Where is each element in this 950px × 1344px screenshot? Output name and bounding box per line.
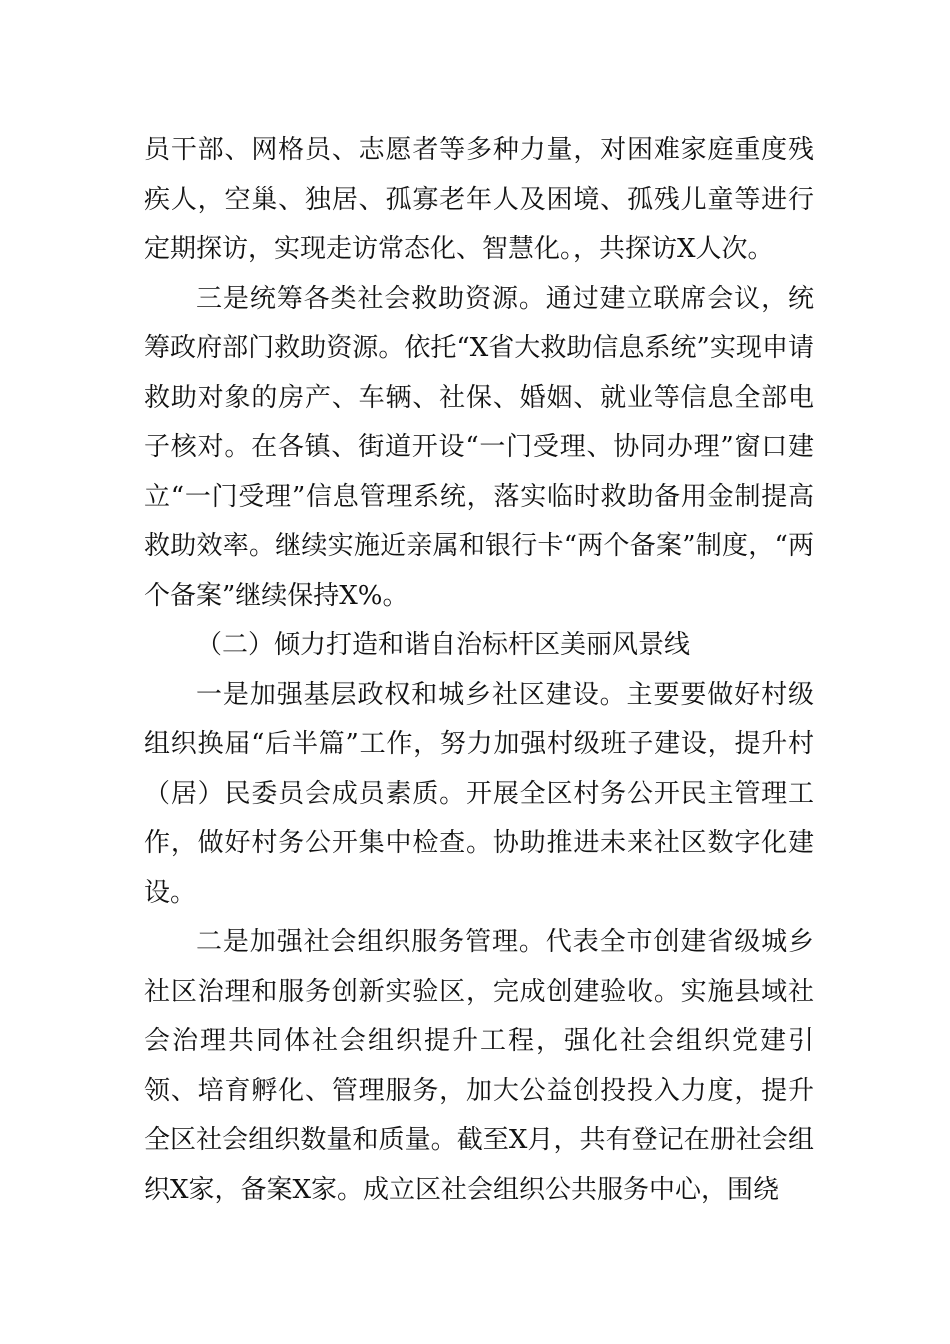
document-body xyxy=(144,126,814,1215)
section-heading: （二）倾力打造和谐自治标杆区美丽风景线 xyxy=(196,630,691,660)
paragraph-grassroots-governance: 一是加强基层政权和城乡社区建设。主要要做好村级组织换届“后半篇”工作，努力加强村级班子建设，提升村（居）民委员会成员素质。开展全区村务公开民主管理工作，做好村务公开集中检查。协助推进未来社区数字化建设。 xyxy=(144,679,814,908)
paragraph-continuation: 员干部、网格员、志愿者等多种力量，对困难家庭重度残疾人，空巢、独居、孤寡老年人及困境、孤残儿童等进行定期探访，实现走访常态化、智慧化。，共探访X人次。 xyxy=(144,135,814,264)
paragraph-social-organizations: 二是加强社会组织服务管理。代表全市创建省级城乡社区治理和服务创新实验区，完成创建验收。实施县域社会治理共同体社会组织提升工程，强化社会组织党建引领、培育孵化、管理服务，加大公益创投投入力度，提升全区社会组织数量和质量。截至X月，共有登记在册社会组织X家，备案X家。成立区社会组织公共服务中心，围绕 xyxy=(144,927,814,1205)
paragraph-social-assistance: 三是统筹各类社会救助资源。通过建立联席会议，统筹政府部门救助资源。依托“X省大救助信息系统”实现申请救助对象的房产、车辆、社保、婚姻、就业等信息全部电子核对。在各镇、街道开设“一门受理、协同办理”窗口建立“一门受理”信息管理系统，落实临时救助备用金制提高救助效率。继续实施近亲属和银行卡“两个备案”制度，“两个备案”继续保持X%。 xyxy=(144,283,814,611)
